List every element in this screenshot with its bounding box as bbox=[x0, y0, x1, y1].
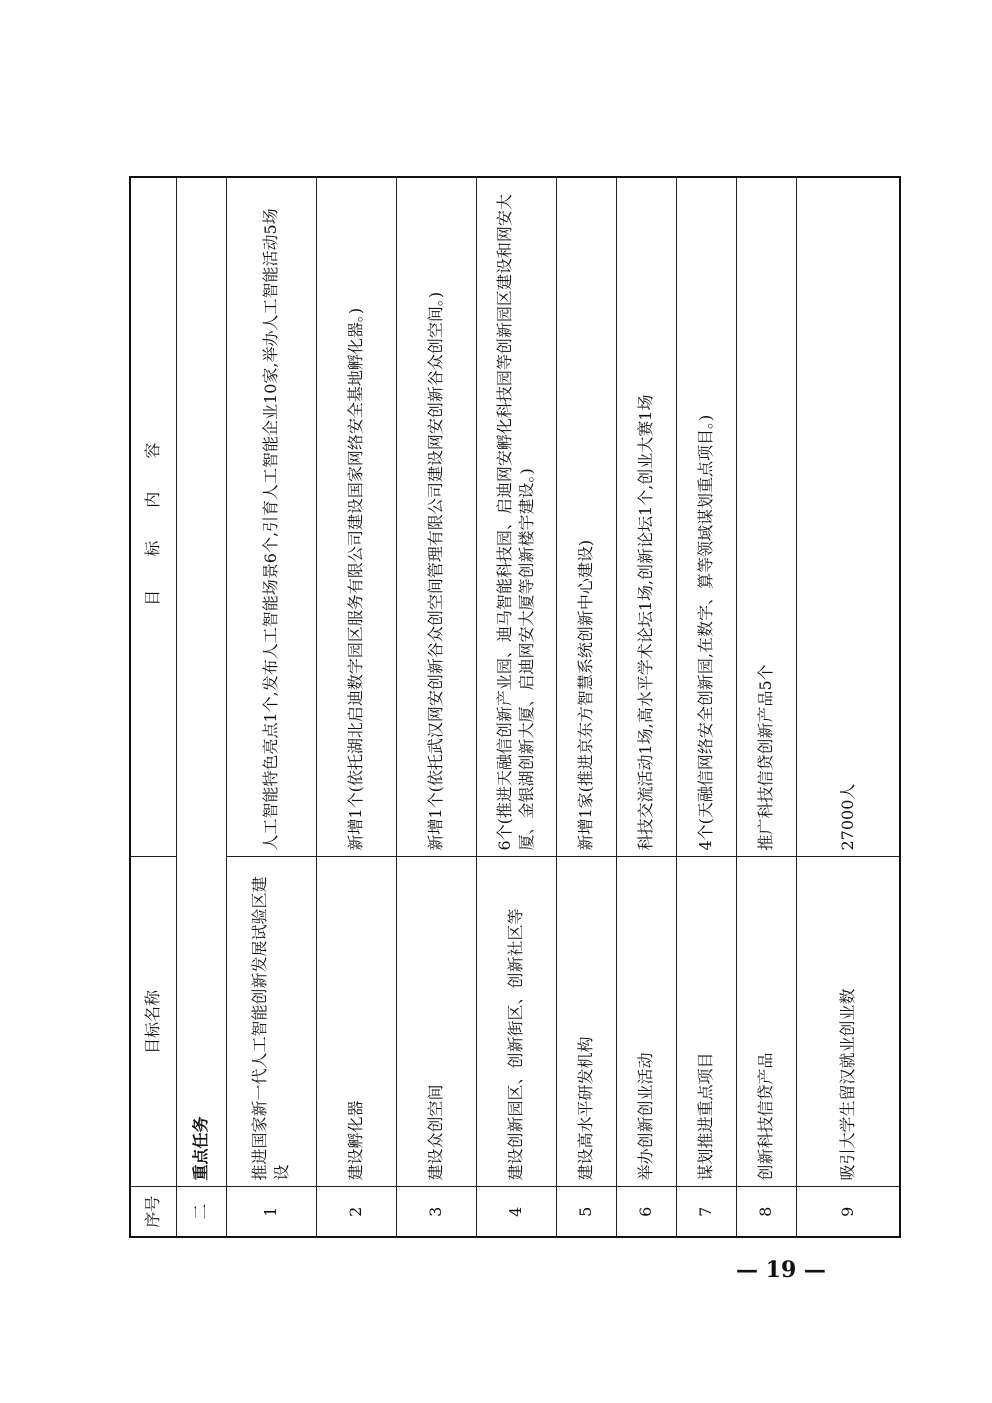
table-row bbox=[396, 177, 476, 1237]
row-number: 5 bbox=[556, 1187, 616, 1237]
row-name: 建设孵化器 bbox=[316, 857, 396, 1187]
header-name: 目标名称 bbox=[130, 857, 176, 1187]
targets-table bbox=[129, 176, 901, 1238]
table-row bbox=[226, 177, 316, 1237]
row-content: 推广科技信贷创新产品5个 bbox=[736, 177, 796, 857]
row-name: 建设创新园区、创新街区、创新社区等 bbox=[476, 857, 556, 1187]
row-content: 4个(天融信网络安全创新园,在数字、算等领域谋划重点项目。) bbox=[676, 177, 736, 857]
row-number: 4 bbox=[476, 1187, 556, 1237]
section-number: 二 bbox=[176, 1187, 226, 1237]
header-no: 序号 bbox=[130, 1187, 176, 1237]
row-name: 建设众创空间 bbox=[396, 857, 476, 1187]
section-title: 重点任务 bbox=[176, 177, 226, 1187]
row-content: 新增1个(依托湖北启迪数字园区服务有限公司建设国家网络安全基地孵化器。) bbox=[316, 177, 396, 857]
row-number: 6 bbox=[616, 1187, 676, 1237]
row-content: 科技交流活动1场,高水平学术论坛1场,创新论坛1个,创业大赛1场 bbox=[616, 177, 676, 857]
table-row bbox=[796, 177, 900, 1237]
table-header-row bbox=[130, 177, 176, 1237]
table-row bbox=[676, 177, 736, 1237]
row-content: 新增1个(依托武汉网安创新谷众创空间管理有限公司建设网安创新谷众创空间。) bbox=[396, 177, 476, 857]
row-content: 6个(推进天融信创新产业园、迪马智能科技园、启迪网安孵化科技园等创新园区建设和网安大厦、金银湖创新大厦、启迪网安大厦等创新楼宇建设。) bbox=[476, 177, 556, 857]
table-row bbox=[316, 177, 396, 1237]
header-content: 目 标 内 容 bbox=[130, 177, 176, 857]
row-number: 8 bbox=[736, 1187, 796, 1237]
table-row bbox=[556, 177, 616, 1237]
row-name: 举办创新创业活动 bbox=[616, 857, 676, 1187]
row-content: 新增1家(推进京东方智慧系统创新中心建设) bbox=[556, 177, 616, 857]
table-row bbox=[616, 177, 676, 1237]
row-name: 创新科技信贷产品 bbox=[736, 857, 796, 1187]
page-number: — 19 — bbox=[736, 1257, 826, 1283]
row-name: 建设高水平研发机构 bbox=[556, 857, 616, 1187]
rotated-table-wrapper bbox=[129, 178, 859, 1238]
row-number: 7 bbox=[676, 1187, 736, 1237]
row-number: 3 bbox=[396, 1187, 476, 1237]
row-number: 2 bbox=[316, 1187, 396, 1237]
row-content: 27000人 bbox=[796, 177, 900, 857]
row-number: 9 bbox=[796, 1187, 900, 1237]
row-content: 人工智能特色亮点1个,发布人工智能场景6个,引育人工智能企业10家,举办人工智能活动5场 bbox=[226, 177, 316, 857]
row-number: 1 bbox=[226, 1187, 316, 1237]
table-row bbox=[736, 177, 796, 1237]
row-name: 谋划推进重点项目 bbox=[676, 857, 736, 1187]
section-row bbox=[176, 177, 226, 1237]
table-row bbox=[476, 177, 556, 1237]
row-name: 吸引大学生留汉就业创业数 bbox=[796, 857, 900, 1187]
row-name: 推进国家新一代人工智能创新发展试验区建设 bbox=[226, 857, 316, 1187]
